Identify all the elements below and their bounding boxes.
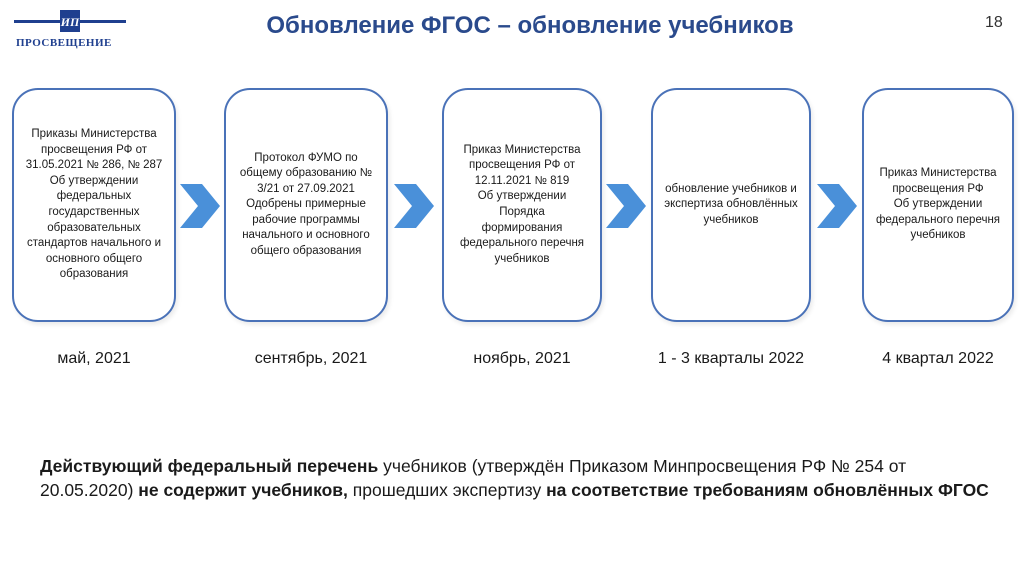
step-3-date: ноябрь, 2021 — [473, 350, 571, 367]
step-4-text: обновление учебников и экспертиза обновлённых учебников — [664, 182, 798, 226]
timeline-step-1 — [12, 88, 176, 322]
footnote-statement — [40, 455, 1000, 502]
note-bold-2: не содержит учебников, — [138, 479, 348, 500]
timeline-step-3 — [442, 88, 602, 322]
note-text-2: прошедших экспертизу — [347, 479, 547, 500]
chevron-right-icon — [178, 182, 222, 230]
logo-emblem-icon — [14, 10, 126, 34]
step-4-date: 1 - 3 кварталы 2022 — [657, 350, 805, 367]
timeline-step-4 — [651, 88, 811, 322]
page-number: 18 — [985, 14, 1003, 31]
step-2-text: Протокол ФУМО по общему образованию № 3/21 от 27.09.2021 Одобрены примерные рабочие программы начального и основного общего образования — [239, 151, 373, 257]
chevron-right-icon — [392, 182, 436, 230]
step-1-text: Приказы Министерства просвещения РФ от 31.05.2021 № 286, № 287 Об утверждении федеральных государственных образовательных стандартов начального и основного общего образования — [25, 128, 163, 281]
slide-title: Обновление ФГОС – обновление учебников — [266, 12, 794, 39]
timeline-step-5 — [862, 88, 1014, 322]
step-1-date: май, 2021 — [57, 350, 131, 367]
step-5-text: Приказ Министерства просвещения РФ Об утверждении федерального перечня учебников — [875, 167, 1001, 242]
note-text-1: учебников (утверждён Приказом Минпросвещения РФ № 254 от 20.05.2020) — [40, 456, 907, 500]
note-bold-3: на соответствие требованиям обновлённых ФГОС — [546, 479, 989, 500]
publisher-logo — [14, 10, 126, 54]
timeline-step-2 — [224, 88, 388, 322]
note-bold-1: Действующий федеральный перечень — [40, 456, 379, 476]
step-2-date: сентябрь, 2021 — [254, 350, 368, 367]
chevron-right-icon — [815, 182, 859, 230]
step-5-date: 4 квартал 2022 — [882, 350, 994, 367]
svg-text:ИП: ИП — [60, 15, 80, 29]
chevron-right-icon — [604, 182, 648, 230]
logo-wordmark: ПРОСВЕЩЕНИЕ — [16, 37, 112, 49]
step-3-text: Приказ Министерства просвещения РФ от 12.11.2021 № 819 Об утверждении Порядка формирования федерального перечня учебников — [459, 143, 585, 265]
